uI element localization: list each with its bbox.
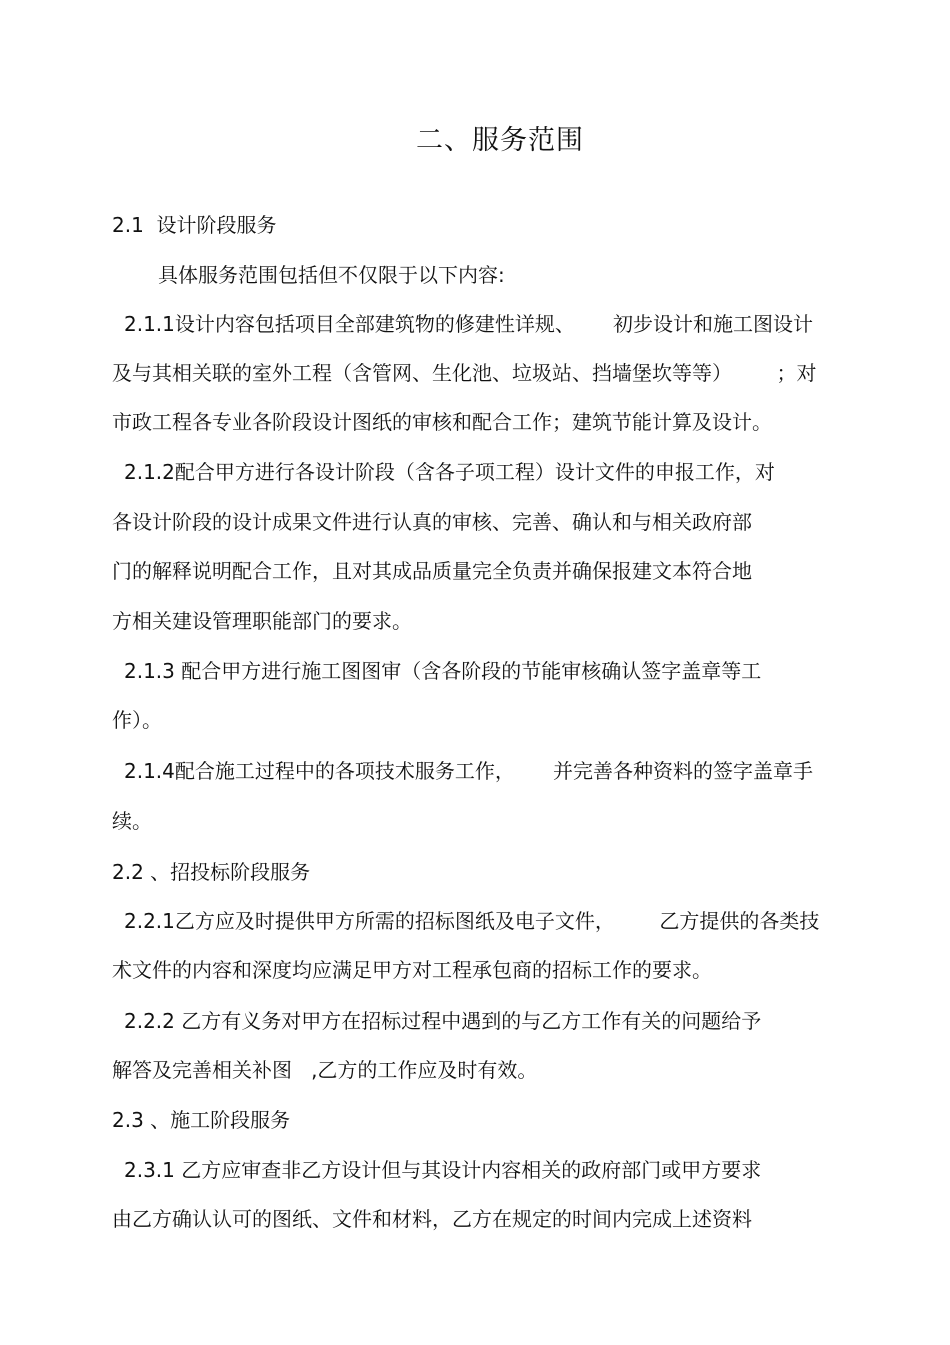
paragraph-line: 具体服务范围包括但不仅限于以下内容: bbox=[158, 263, 505, 287]
paragraph-line: 门的解释说明配合工作，且对其成品质量完全负责并确保报建文本符合地 bbox=[112, 559, 752, 583]
paragraph-line: 2.2.1乙方应及时提供甲方所需的招标图纸及电子文件， 乙方提供的各类技 bbox=[124, 909, 820, 933]
paragraph-line: 解答及完善相关补图 ,乙方的工作应及时有效。 bbox=[112, 1058, 538, 1082]
paragraph-line: 及与其相关联的室外工程（含管网、生化池、垃圾站、挡墙堡坎等等） ；对 bbox=[112, 361, 817, 385]
paragraph-line: 术文件的内容和深度均应满足甲方对工程承包商的招标工作的要求。 bbox=[112, 958, 712, 982]
section-heading-2-1: 2.1 设计阶段服务 bbox=[112, 213, 277, 237]
section-heading-2-3: 2.3 、施工阶段服务 bbox=[112, 1108, 291, 1132]
paragraph-line: 各设计阶段的设计成果文件进行认真的审核、完善、确认和与相关政府部 bbox=[112, 510, 752, 534]
paragraph-line: 方相关建设管理职能部门的要求。 bbox=[112, 609, 412, 633]
paragraph-line: 2.1.2配合甲方进行各设计阶段（含各子项工程）设计文件的申报工作，对 bbox=[124, 460, 775, 484]
page-title: 二、服务范围 bbox=[416, 125, 584, 156]
paragraph-line: 2.1.3 配合甲方进行施工图图审（含各阶段的节能审核确认签字盖章等工 bbox=[124, 659, 762, 683]
paragraph-line: 由乙方确认认可的图纸、文件和材料，乙方在规定的时间内完成上述资料 bbox=[112, 1207, 752, 1231]
paragraph-line: 续。 bbox=[112, 809, 152, 833]
paragraph-line: 市政工程各专业各阶段设计图纸的审核和配合工作；建筑节能计算及设计。 bbox=[112, 410, 772, 434]
paragraph-line: 2.2.2 乙方有义务对甲方在招标过程中遇到的与乙方工作有关的问题给予 bbox=[124, 1009, 762, 1033]
paragraph-line: 2.1.4配合施工过程中的各项技术服务工作， 并完善各种资料的签字盖章手 bbox=[124, 759, 814, 783]
section-heading-2-2: 2.2 、招投标阶段服务 bbox=[112, 860, 311, 884]
paragraph-line: 2.3.1 乙方应审查非乙方设计但与其设计内容相关的政府部门或甲方要求 bbox=[124, 1158, 762, 1182]
paragraph-line: 2.1.1设计内容包括项目全部建筑物的修建性详规、 初步设计和施工图设计 bbox=[124, 312, 814, 336]
paragraph-line: 作）。 bbox=[112, 708, 162, 732]
